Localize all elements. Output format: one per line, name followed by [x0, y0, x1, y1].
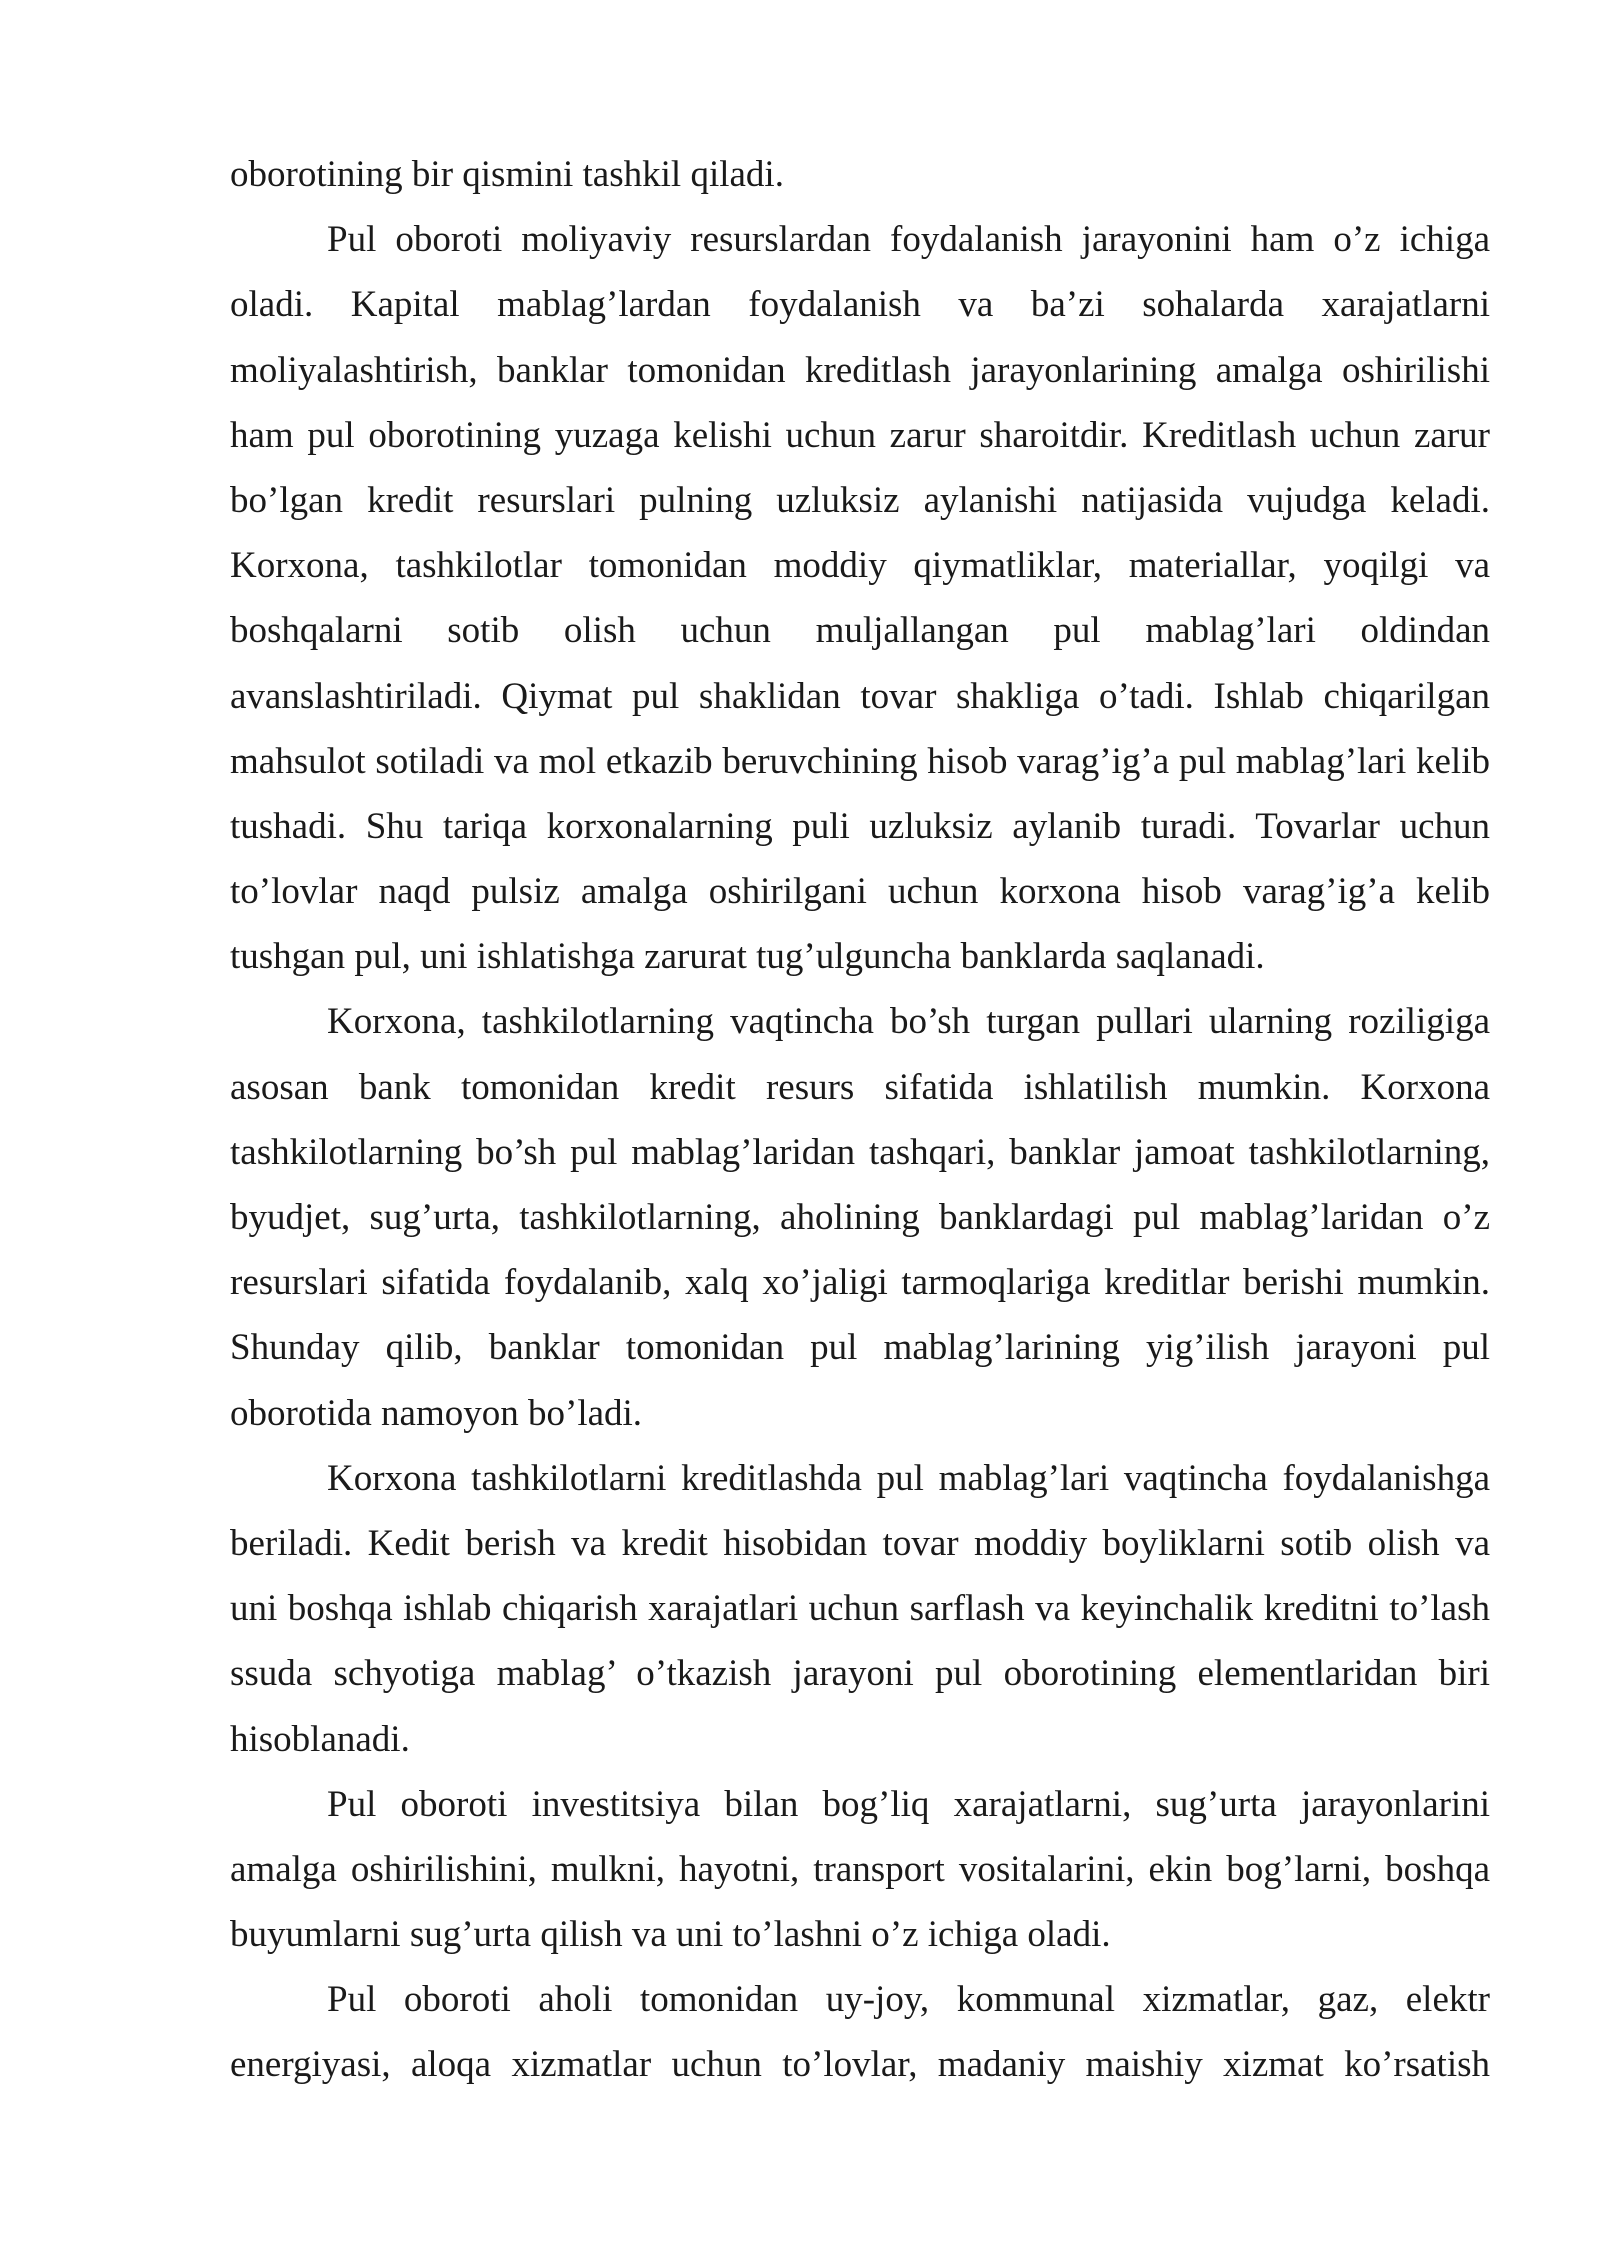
text-line: oborotining bir qismini tashkil qiladi. [230, 154, 784, 195]
text-line: Korxona tashkilotlarni kreditlashda pul mablag’lari vaqtincha foydalanishga [327, 1457, 1490, 1499]
paragraph [230, 155, 1490, 220]
text-line: ham pul oborotining yuzaga kelishi uchun zarur sharoitdir. Kreditlash uchun zarur [230, 414, 1490, 456]
text-line: Pul oboroti moliyaviy resurslardan foydalanish jarayonini ham o’z ichiga [327, 219, 1490, 261]
text-line: byudjet, sug’urta, tashkilotlarning, aholining banklardagi pul mablag’laridan o’z [230, 1197, 1490, 1238]
text-line: Pul oboroti investitsiya bilan bog’liq xarajatlarni, sug’urta jarayonlarini [327, 1783, 1490, 1825]
text-line: tashkilotlarning bo’sh pul mablag’laridan tashqari, banklar jamoat tashkilotlarning, [230, 1131, 1490, 1173]
paragraph [230, 220, 1490, 1002]
paragraph [230, 1980, 1490, 2110]
text-line: buyumlarni sug’urta qilish va uni to’lashni o’z ichiga oladi. [230, 1914, 1111, 1956]
text-line: boshqalarni sotib olish uchun muljallangan pul mablag’lari oldindan [230, 610, 1490, 652]
paragraph [230, 1785, 1490, 1981]
text-line: to’lovlar naqd pulsiz amalga oshirilgani uchun korxona hisob varag’ig’a kelib [230, 871, 1490, 913]
text-line: Shunday qilib, banklar tomonidan pul mablag’larining yig’ilish jarayoni pul [230, 1327, 1490, 1369]
text-line: mahsulot sotiladi va mol etkazib beruvchining hisob varag’ig’a pul mablag’lari kelib [230, 740, 1490, 782]
text-line: uni boshqa ishlab chiqarish xarajatlari uchun sarflash va keyinchalik kreditni to’lash [230, 1588, 1490, 1630]
text-line: oborotida namoyon bo’ladi. [230, 1392, 643, 1434]
text-line: Pul oboroti aholi tomonidan uy-joy, kommunal xizmatlar, gaz, elektr [327, 1979, 1490, 2021]
text-line: moliyalashtirish, banklar tomonidan kreditlash jarayonlarining amalga oshirilishi [230, 349, 1490, 391]
paragraph [230, 1459, 1490, 1785]
text-line: hisoblanadi. [230, 1718, 410, 1760]
text-line: amalga oshirilishini, mulkni, hayotni, transport vositalarini, ekin bog’larni, boshqa [230, 1848, 1490, 1890]
text-line: tushgan pul, uni ishlatishga zarurat tug’ulguncha banklarda saqlanadi. [230, 936, 1265, 978]
text-line: energiyasi, aloqa xizmatlar uchun to’lovlar, madaniy maishiy xizmat ko’rsatish [230, 2044, 1490, 2086]
text-line: asosan bank tomonidan kredit resurs sifatida ishlatilish mumkin. Korxona [230, 1066, 1490, 1108]
text-line: Korxona, tashkilotlarning vaqtincha bo’sh turgan pullari ularning roziligiga [327, 1001, 1490, 1043]
text-line: tushadi. Shu tariqa korxonalarning puli uzluksiz aylanib turadi. Tovarlar uchun [230, 805, 1490, 847]
text-line: ssuda schyotiga mablag’ o’tkazish jarayoni pul oborotining elementlaridan biri [230, 1653, 1490, 1695]
text-line: bo’lgan kredit resurslari pulning uzluksiz aylanishi natijasida vujudga keladi. [230, 479, 1490, 521]
text-line: Korxona, tashkilotlar tomonidan moddiy qiymatliklar, materiallar, yoqilgi va [230, 545, 1490, 587]
text-line: resurslari sifatida foydalanib, xalq xo’jaligi tarmoqlariga kreditlar berishi mumkin. [230, 1262, 1490, 1304]
page-body [230, 155, 1490, 2111]
text-line: avanslashtiriladi. Qiymat pul shaklidan tovar shakliga o’tadi. Ishlab chiqarilgan [230, 675, 1490, 717]
text-line: beriladi. Kedit berish va kredit hisobidan tovar moddiy boyliklarni sotib olish va [230, 1522, 1490, 1564]
text-line: oladi. Kapital mablag’lardan foydalanish va ba’zi sohalarda xarajatlarni [230, 284, 1490, 326]
paragraph [230, 1002, 1490, 1458]
